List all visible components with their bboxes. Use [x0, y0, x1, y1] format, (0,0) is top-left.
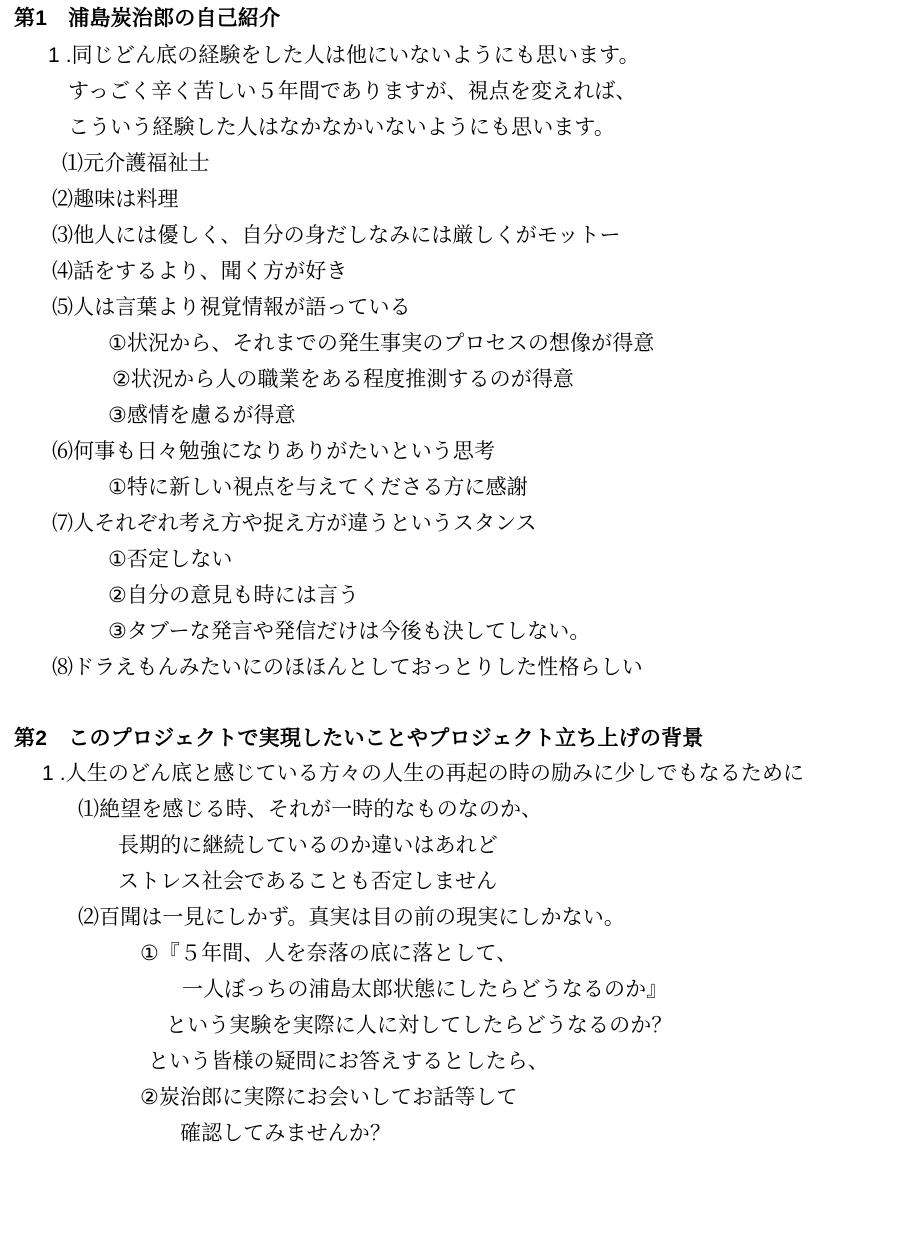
list-item: ストレス社会であることも否定しません — [118, 870, 498, 893]
list-item: 長期的に継続しているのか違いはあれど — [118, 834, 498, 857]
list-item: ⑵趣味は料理 — [52, 188, 179, 211]
list-item: ⑵百聞は一見にしかず。真実は目の前の現実にしかない。 — [78, 906, 625, 929]
list-item: ⑷話をするより、聞く方が好き — [52, 260, 348, 283]
list-item: すっごく辛く苦しい５年間でありますが、視点を変えれば、 — [68, 80, 637, 103]
list-item: こういう経験した人はなかなかいないようにも思います。 — [68, 116, 615, 139]
list-item: 一人ぼっちの浦島太郎状態にしたらどうなるのか』 — [182, 978, 668, 1001]
list-item: という皆様の疑問にお答えするとしたら、 — [148, 1050, 549, 1073]
list-item: ①状況から、それまでの発生事実のプロセスの想像が得意 — [108, 332, 655, 355]
list-item: ⑺人それぞれ考え方や捉え方が違うというスタンス — [52, 512, 537, 535]
section-1-heading: 第1 浦島炭治郎の自己紹介 — [14, 7, 281, 30]
list-item: ⑶他人には優しく、自分の身だしなみには厳しくがモットー — [52, 224, 621, 247]
list-item: ①『５年間、人を奈落の底に落として、 — [140, 942, 518, 965]
list-item: という実験を実際に人に対してしたらどうなるのか？ — [166, 1014, 673, 1037]
list-item: ②炭治郎に実際にお会いしてお話等して — [140, 1086, 518, 1109]
list-item: ②状況から人の職業をある程度推測するのが得意 — [112, 368, 575, 391]
list-item: ③感情を慮るが得意 — [108, 404, 296, 427]
section-1 — [0, 4, 897, 686]
list-item: ③タブーな発言や発信だけは今後も決してしない。 — [108, 620, 591, 643]
list-item: 確認してみませんか？ — [180, 1122, 391, 1145]
list-item: ②自分の意見も時には言う — [108, 584, 360, 607]
list-item: ⑸人は言葉より視覚情報が語っている — [52, 296, 411, 319]
list-item: ①否定しない — [108, 548, 233, 571]
section-2 — [0, 724, 897, 1152]
section-2-heading: 第2 このプロジェクトで実現したいことやプロジェクト立ち上げの背景 — [14, 727, 704, 750]
document-page — [0, 4, 897, 1243]
list-item: 1 .同じどん底の経験をした人は他にいないようにも思います。 — [48, 44, 640, 67]
list-item: ①特に新しい視点を与えてくださる方に感謝 — [108, 476, 528, 499]
list-item: ⑹何事も日々勉強になりありがたいという思考 — [52, 440, 496, 463]
list-item: ⑴元介護福祉士 — [62, 152, 210, 175]
section-divider-space — [0, 686, 897, 724]
list-item: 1 .人生のどん底と感じている方々の人生の再起の時の励みに少しでもなるために — [42, 762, 805, 785]
list-item: ⑴絶望を感じる時、それが一時的なものなのか、 — [78, 798, 543, 821]
list-item: ⑻ドラえもんみたいにのほほんとしておっとりした性格らしい — [52, 656, 643, 679]
